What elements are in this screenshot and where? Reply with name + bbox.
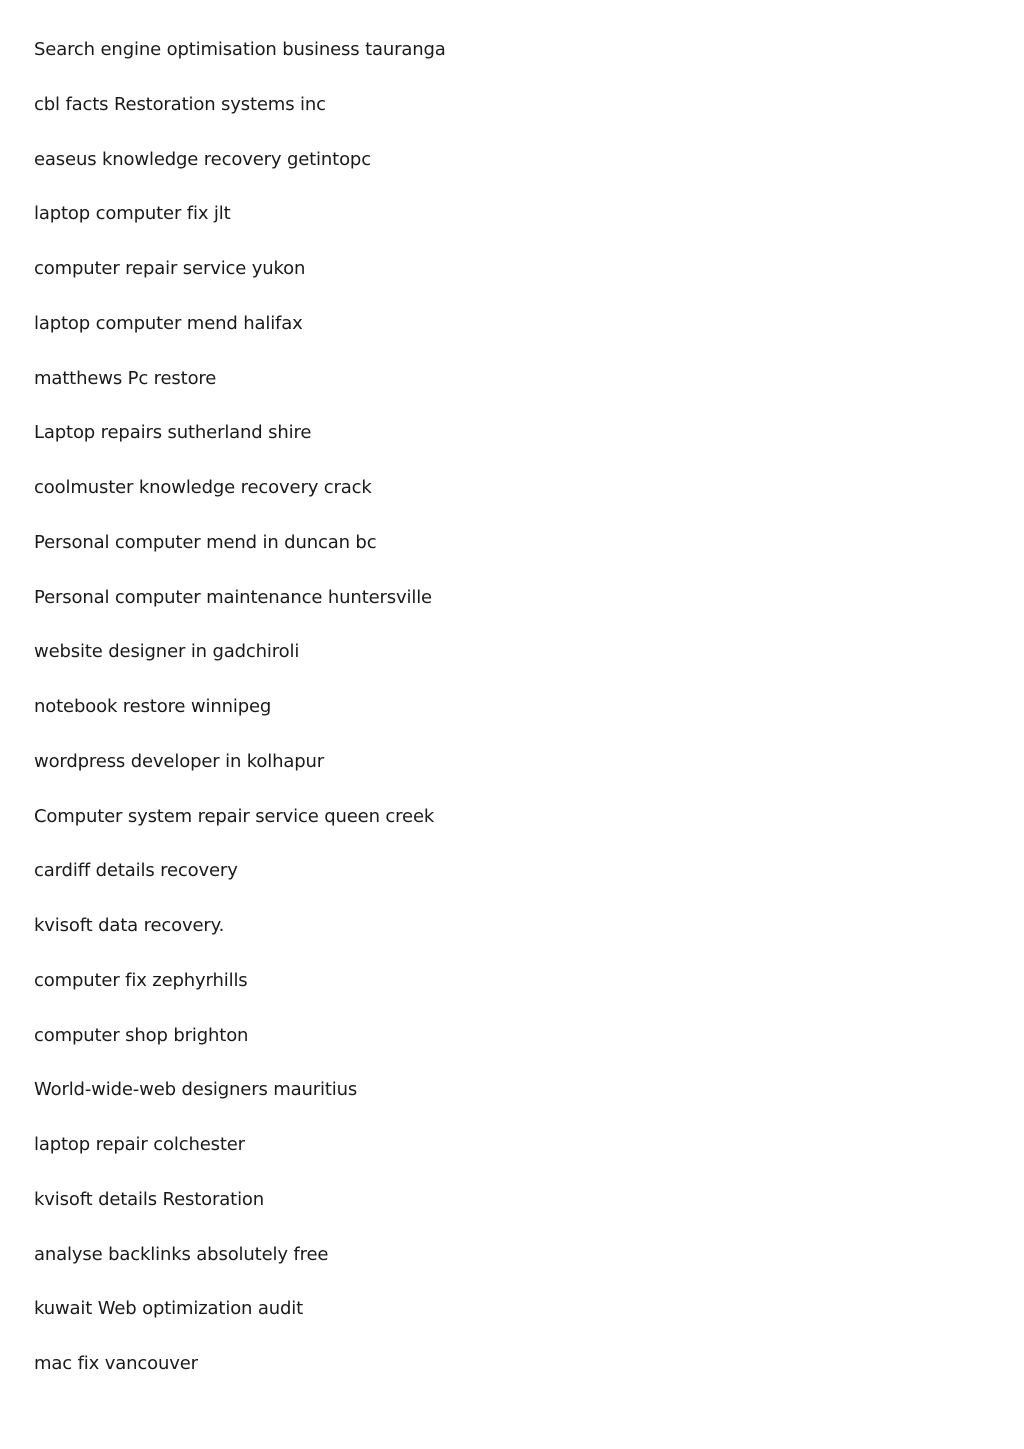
list-item: computer shop brighton (34, 1024, 249, 1046)
list-item: matthews Pc restore (34, 367, 217, 389)
list-item: easeus knowledge recovery getintopc (34, 148, 371, 170)
list-item: laptop computer mend halifax (34, 312, 303, 334)
list-item: website designer in gadchiroli (34, 641, 300, 663)
list-item: World-wide-web designers mauritius (34, 1079, 358, 1101)
list-item: Computer system repair service queen creek (34, 805, 435, 827)
list-item: laptop repair colchester (34, 1134, 245, 1155)
list-item: Laptop repairs sutherland shire (34, 422, 312, 444)
list-item: computer fix zephyrhills (34, 969, 248, 991)
list-item: kvisoft details Restoration (34, 1188, 265, 1210)
list-item: analyse backlinks absolutely free (34, 1243, 329, 1265)
list-item: computer repair service yukon (34, 258, 306, 279)
list-item: wordpress developer in kolhapur (34, 750, 325, 772)
list-item: laptop computer fix jlt (34, 203, 231, 225)
list-item: mac fix vancouver (34, 1353, 198, 1374)
list-item: cardiff details recovery (34, 860, 238, 882)
list-item: notebook restore winnipeg (34, 696, 272, 717)
list-item: cbl facts Restoration systems inc (34, 93, 326, 115)
list-item: kuwait Web optimization audit (34, 1298, 304, 1320)
list-item: Personal computer mend in duncan bc (34, 531, 377, 553)
list-item: Search engine optimisation business tauranga (34, 39, 446, 60)
list-item: kvisoft data recovery. (34, 915, 225, 936)
list-item: Personal computer maintenance huntersville (34, 586, 432, 608)
list-item: coolmuster knowledge recovery crack (34, 477, 372, 498)
keyword-list (34, 36, 446, 1405)
